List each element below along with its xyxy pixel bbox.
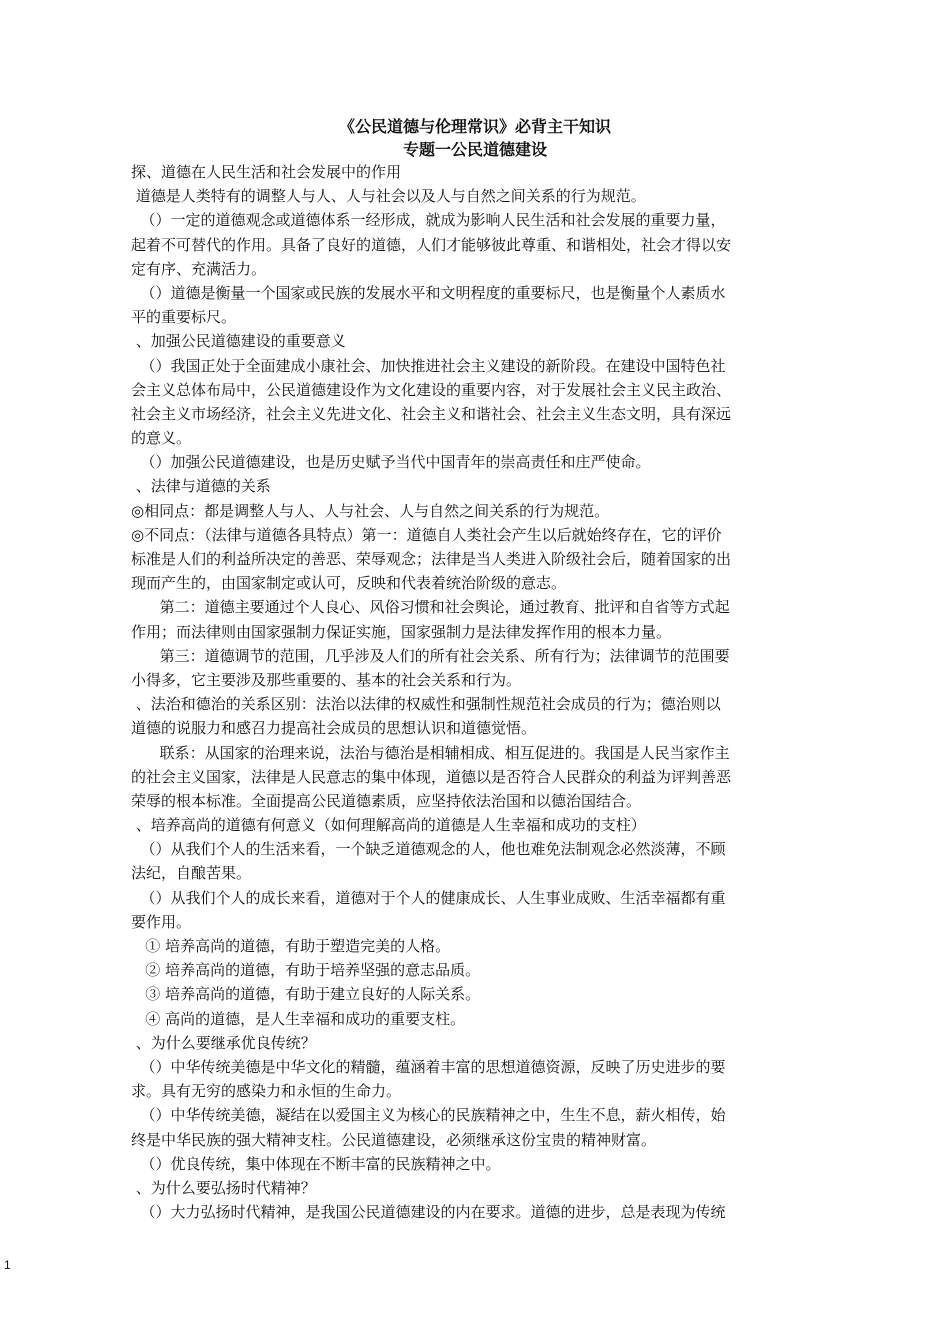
text-line: 平的重要标尺。 — [131, 308, 237, 327]
document-body — [131, 160, 821, 1224]
text-line: 现而产生的，由国家制定或认可，反映和代表着统治阶级的意志。 — [131, 574, 567, 593]
text-line: （）中华传统美德，凝结在以爱国主义为核心的民族精神之中，生生不息，薪火相传，始 — [131, 1106, 726, 1125]
section-title: 专题一公民道德建设 — [402, 140, 547, 159]
text-line: （）优良传统，集中体现在不断丰富的民族精神之中。 — [131, 1154, 501, 1173]
text-line: 作用；而法律则由国家强制力保证实施，国家强制力是法律发挥作用的根本力量。 — [131, 622, 672, 641]
text-line: 第三：道德调节的范围，几乎涉及人们的所有社会关系、所有行为；法律调节的范围要 — [131, 646, 730, 665]
text-line: 、为什么要弘扬时代精神？ — [131, 1178, 316, 1197]
text-line: 小得多，它主要涉及那些重要的、基本的社会关系和行为。 — [131, 670, 522, 689]
text-line: 的社会主义国家，法律是人民意志的集中体现，道德以是否符合人民群众的利益为评判善恶 — [131, 767, 732, 786]
text-line: 道德的说服力和感召力提高社会成员的思想认识和道德觉悟。 — [131, 719, 537, 738]
text-line: （）一定的道德观念或道德体系一经形成，就成为影响人民生活和社会发展的重要力量， — [131, 211, 726, 230]
text-line: 、加强公民道德建设的重要意义 — [131, 332, 346, 351]
document-title: 《公民道德与伦理常识》必背主干知识 — [338, 117, 611, 136]
text-line: 、培养高尚的道德有何意义（如何理解高尚的道德是人生幸福和成功的支柱） — [131, 816, 646, 835]
text-line: ④ 高尚的道德，是人生幸福和成功的重要支柱。 — [131, 1009, 466, 1028]
text-line: 、为什么要继承优良传统？ — [131, 1033, 316, 1052]
text-line: 社会主义市场经济，社会主义先进文化、社会主义和谐社会、社会主义生态文明，具有深远 — [131, 404, 732, 423]
text-line: ◎不同点：（法律与道德各具特点）第一：道德自人类社会产生以后就始终存在，它的评价 — [131, 525, 722, 544]
text-line: 法纪，自酿苦果。 — [131, 864, 252, 883]
text-line: ◎相同点：都是调整人与人、人与社会、人与自然之间关系的行为规范。 — [131, 501, 610, 520]
text-line: （）中华传统美德是中华文化的精髓，蕴涵着丰富的思想道德资源，反映了历史进步的要 — [131, 1057, 726, 1076]
text-line: 、法治和德治的关系区别：法治以法律的权威性和强制性规范社会成员的行为；德治则以 — [131, 695, 721, 714]
text-line: 探、道德在人民生活和社会发展中的作用 — [131, 163, 402, 181]
text-line: （）加强公民道德建设，也是历史赋予当代中国青年的崇高责任和庄严使命。 — [131, 453, 651, 472]
text-line: 联系：从国家的治理来说，法治与德治是相辅相成、相互促进的。我国是人民当家作主 — [131, 743, 730, 762]
text-line: （）我国正处于全面建成小康社会、加快推进社会主义建设的新阶段。在建设中国特色社 — [131, 356, 726, 375]
text-line: （）道德是衡量一个国家或民族的发展水平和文明程度的重要标尺，也是衡量个人素质水 — [131, 283, 726, 302]
text-line: 道德是人类特有的调整人与人、人与社会以及人与自然之间关系的行为规范。 — [131, 187, 646, 206]
text-line: 会主义总体布局中，公民道德建设作为文化建设的重要内容，对于发展社会主义民主政治、 — [131, 380, 732, 399]
text-line: （）大力弘扬时代精神，是我国公民道德建设的内在要求。道德的进步，总是表现为传统 — [131, 1203, 726, 1222]
text-line: ① 培养高尚的道德，有助于塑造完美的人格。 — [131, 937, 451, 955]
page-number: 1 — [4, 1258, 11, 1272]
text-line: 定有序、充满活力。 — [131, 259, 267, 278]
text-line: ② 培养高尚的道德，有助于培养坚强的意志品质。 — [131, 961, 481, 980]
text-line: 求。具有无穷的感染力和永恒的生命力。 — [131, 1082, 402, 1101]
text-line: （）从我们个人的生活来看，一个缺乏道德观念的人，他也难免法制观念必然淡薄，不顾 — [131, 840, 726, 859]
text-line: 的意义。 — [131, 429, 192, 448]
text-line: 第二：道德主要通过个人良心、风俗习惯和社会舆论，通过教育、批评和自省等方式起 — [131, 598, 730, 617]
text-line: 荣辱的根本标准。全面提高公民道德素质，应坚持依法治国和以德治国结合。 — [131, 791, 642, 810]
text-line: ③ 培养高尚的道德，有助于建立良好的人际关系。 — [131, 985, 481, 1004]
text-line: 终是中华民族的强大精神支柱。公民道德建设，必须继承这份宝贵的精神财富。 — [131, 1130, 657, 1149]
text-line: 、法律与道德的关系 — [131, 477, 271, 496]
text-line: （）从我们个人的成长来看，道德对于个人的健康成长、人生事业成败、生活幸福都有重 — [131, 888, 726, 907]
text-line: 要作用。 — [131, 912, 192, 931]
text-line: 起着不可替代的作用。具备了良好的道德，人们才能够彼此尊重、和谐相处，社会才得以安 — [131, 235, 732, 254]
text-line: 标准是人们的利益所决定的善恶、荣辱观念；法律是当人类进入阶级社会后，随着国家的出 — [131, 550, 732, 568]
